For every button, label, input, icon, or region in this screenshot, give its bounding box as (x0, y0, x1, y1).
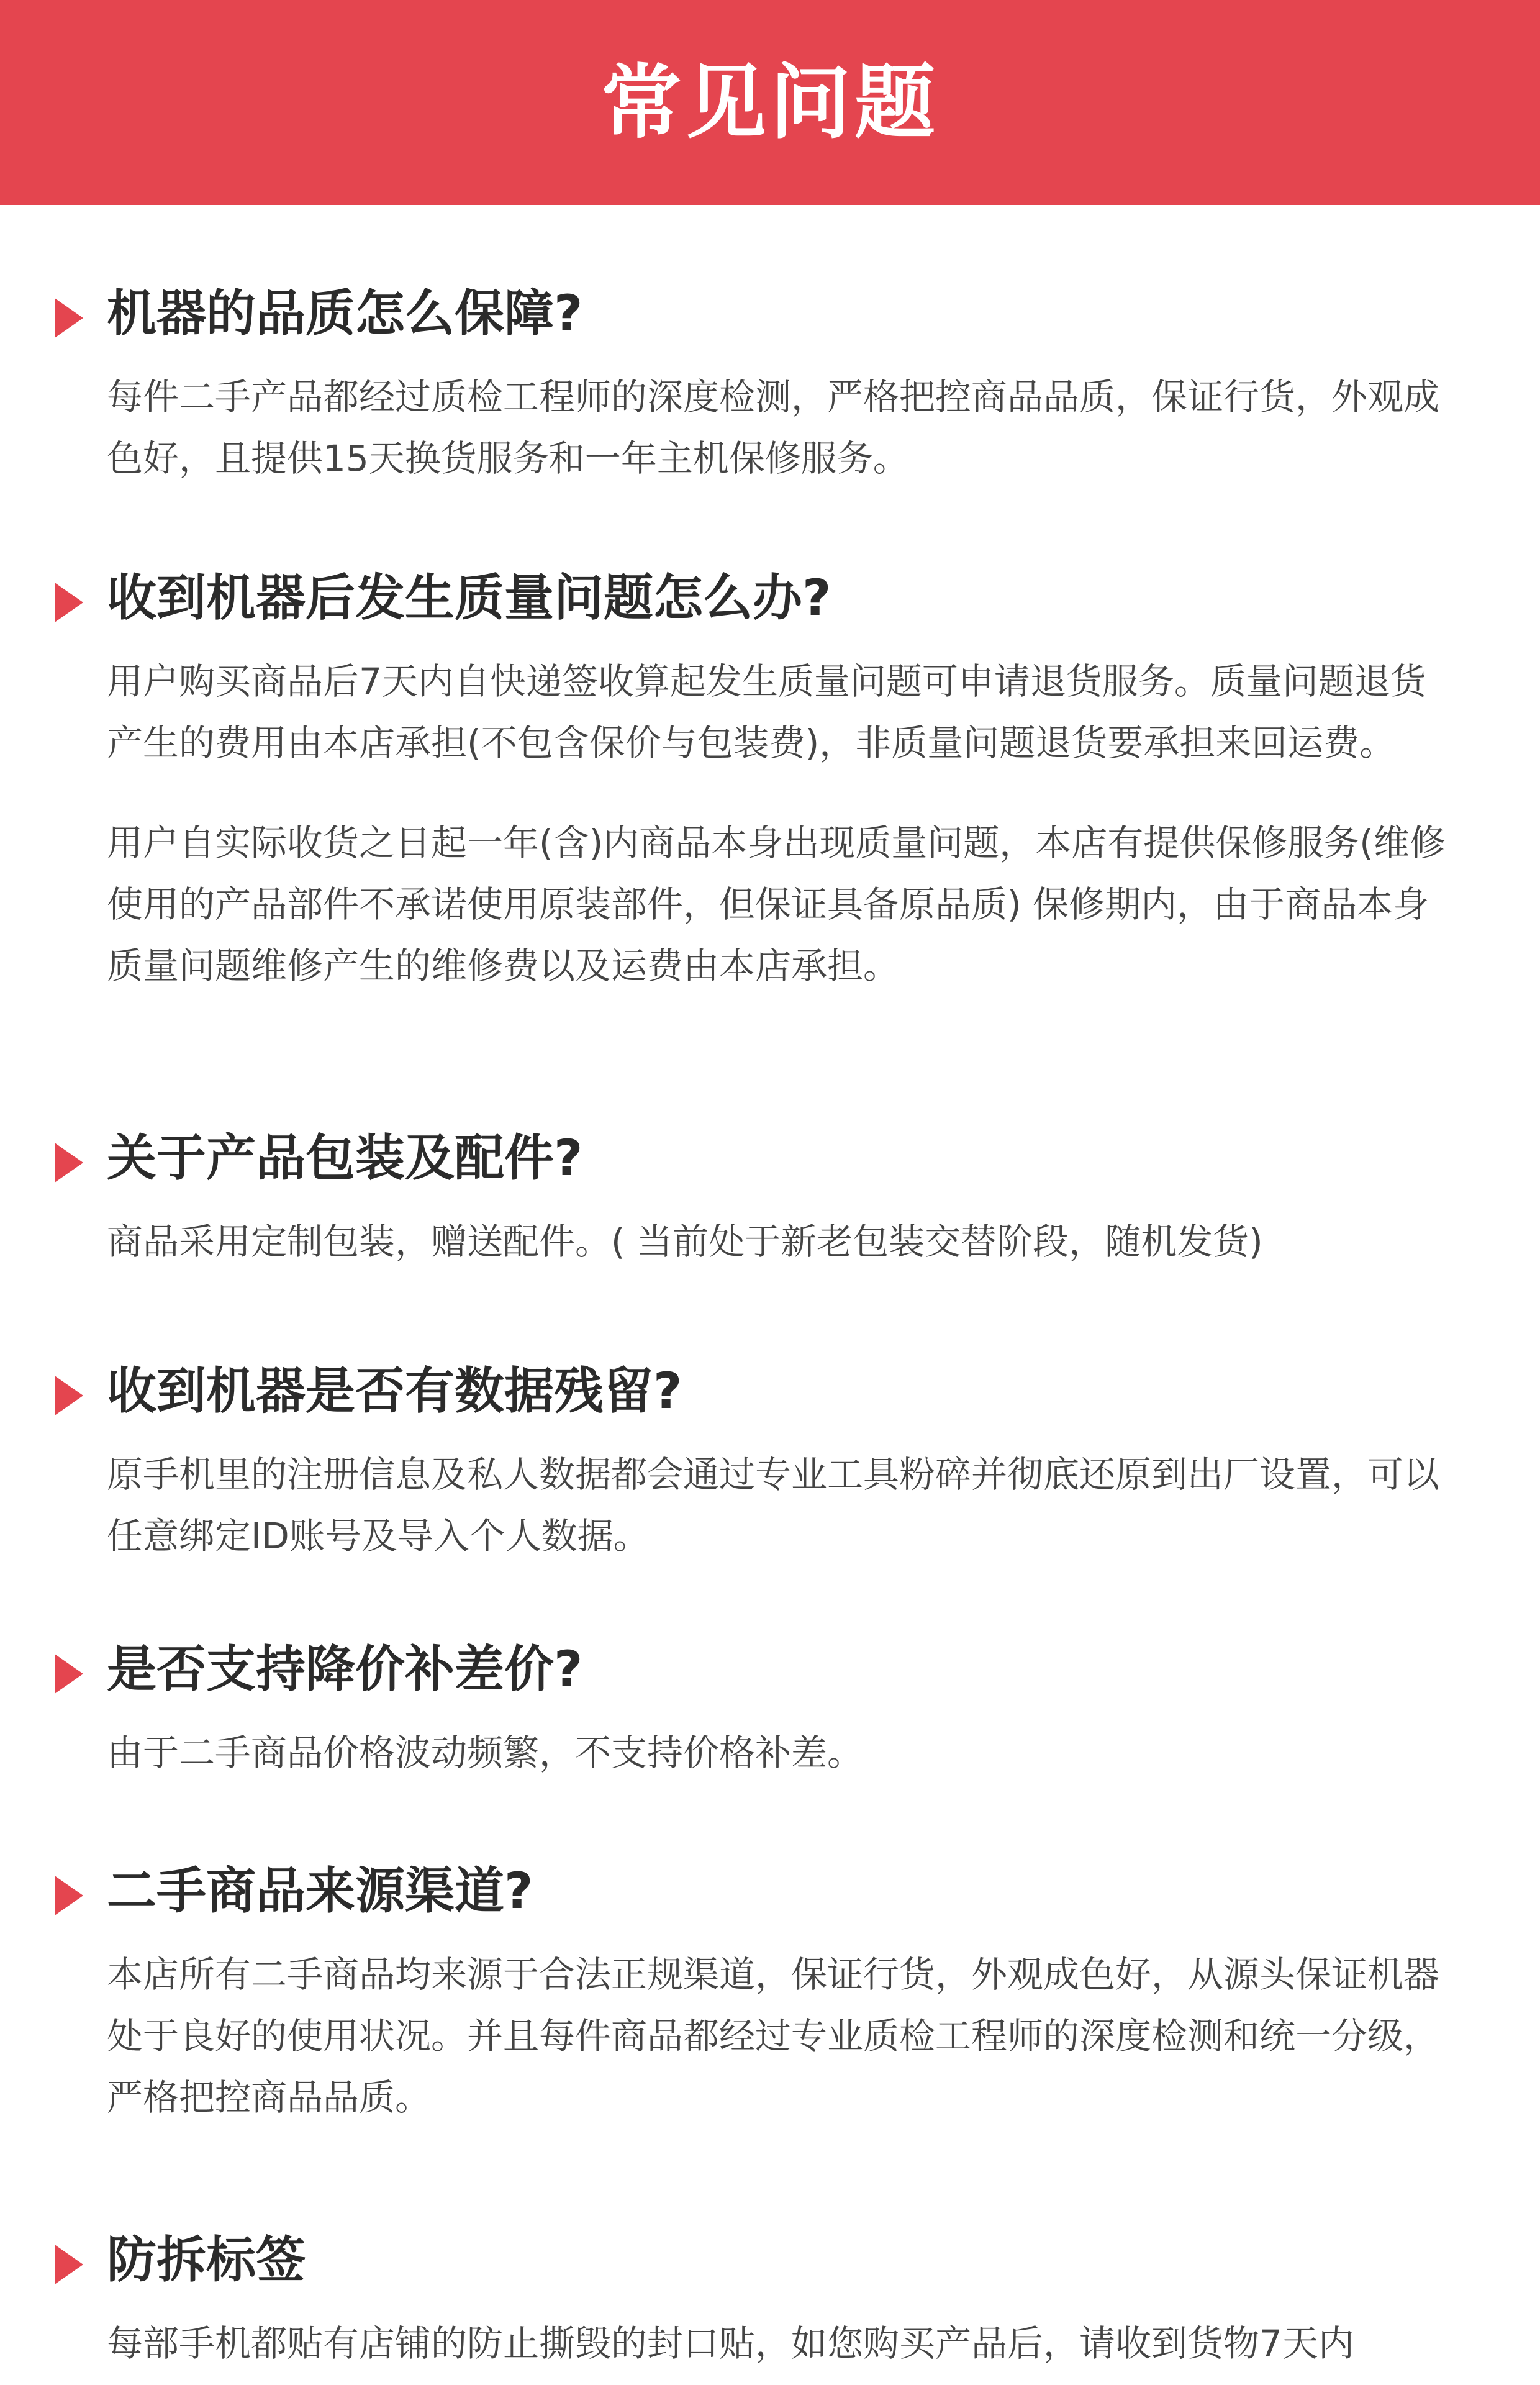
faq-answer: 用户购买商品后7天内自快递签收算起发生质量问题可申请退货服务。质量问题退货产生的费用由本店承担(不包含保价与包装费)，非质量问题退货要承担来回运费。 (107, 660, 1426, 764)
faq-answer-block (107, 1444, 1461, 1567)
triangle-right-icon (55, 1143, 83, 1183)
faq-question-row (0, 1357, 1540, 1425)
faq-question-row (0, 279, 1540, 348)
faq-answer: 每部手机都贴有店铺的防止撕毁的封口贴，如您购买产品后，请收到货物7天内 (107, 2322, 1354, 2365)
faq-answer-block (107, 1722, 1461, 1784)
triangle-right-icon (55, 583, 83, 622)
faq-question: 防拆标签 (107, 2231, 306, 2289)
faq-answer: 由于二手商品价格波动频繁，不支持价格补差。 (107, 1732, 864, 1774)
faq-question-row (0, 564, 1540, 632)
faq-answer-block (107, 1211, 1461, 1273)
triangle-right-icon (55, 1654, 83, 1694)
faq-question: 收到机器是否有数据残留? (107, 1362, 682, 1420)
faq-answer: 本店所有二手商品均来源于合法正规渠道，保证行货，外观成色好，从源头保证机器处于良好的使用状况。并且每件商品都经过专业质检工程师的深度检测和统一分级， 严格把控商品品质。 (107, 1953, 1440, 2119)
faq-question-row (0, 2226, 1540, 2294)
faq-question: 关于产品包装及配件? (107, 1129, 583, 1187)
page-title: 常见问题 (600, 55, 939, 150)
faq-question-row (0, 1857, 1540, 1925)
faq-question-row (0, 1124, 1540, 1192)
faq-answer-block (107, 1944, 1461, 2128)
faq-answer: 商品采用定制包装，赠送配件。( 当前处于新老包装交替阶段，随机发货) (107, 1220, 1263, 1263)
triangle-right-icon (55, 298, 83, 338)
faq-question: 收到机器后发生质量问题怎么办? (107, 569, 831, 627)
faq-question: 二手商品来源渠道? (107, 1862, 533, 1920)
faq-question-row (0, 1635, 1540, 1704)
triangle-right-icon (55, 2245, 83, 2284)
page-header (0, 0, 1540, 205)
faq-answer-block (107, 2313, 1461, 2374)
faq-answer: 用户自实际收货之日起一年(含)内商品本身出现质量问题，本店有提供保修服务(维修使用的产品部件不承诺使用原装部件，但保证具备原品质) 保修期内，由于商品本身质量问题维修产生的维修费以及运费由本店承担。 (107, 822, 1446, 987)
faq-answer-block (107, 651, 1461, 997)
faq-answer: 每件二手产品都经过质检工程师的深度检测，严格把控商品品质，保证行货，外观成色好，且提供15天换货服务和一年主机保修服务。 (107, 376, 1440, 479)
faq-question: 机器的品质怎么保障? (107, 284, 583, 342)
triangle-right-icon (55, 1376, 83, 1415)
faq-question: 是否支持降价补差价? (107, 1640, 583, 1698)
triangle-right-icon (55, 1876, 83, 1915)
faq-answer: 原手机里的注册信息及私人数据都会通过专业工具粉碎并彻底还原到出厂设置，可以任意绑定ID账号及导入个人数据。 (107, 1453, 1440, 1557)
faq-answer-block (107, 366, 1461, 489)
